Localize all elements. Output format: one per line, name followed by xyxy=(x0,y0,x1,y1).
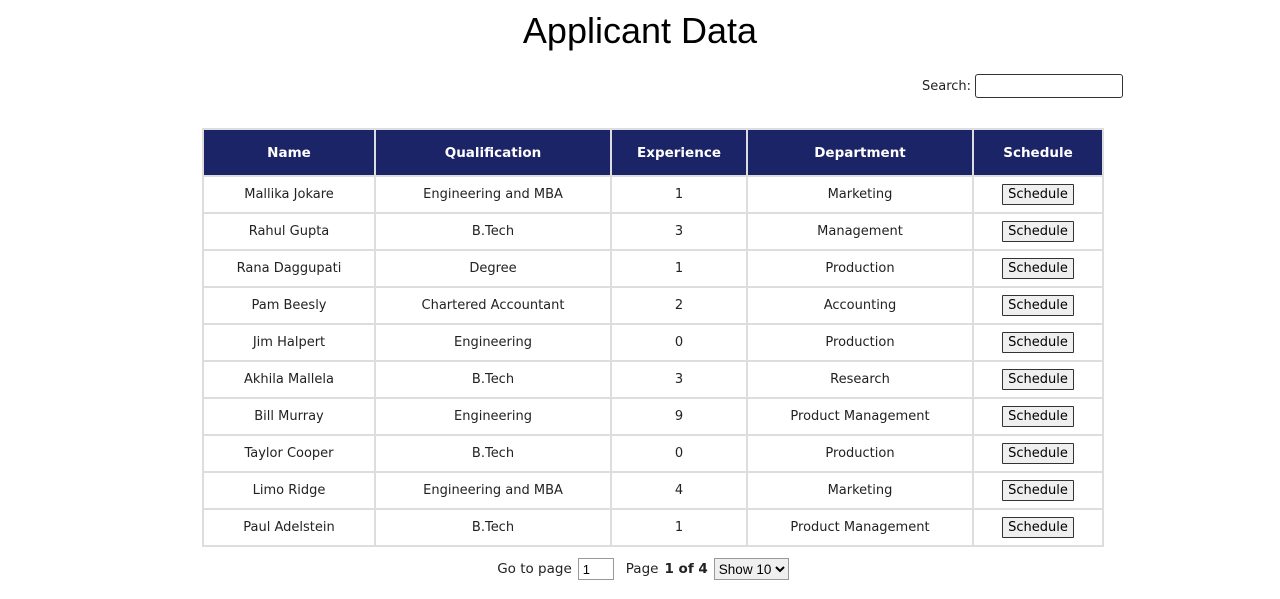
cell-department: Marketing xyxy=(747,176,973,213)
cell-schedule xyxy=(973,361,1103,398)
cell-experience: 0 xyxy=(611,324,747,361)
cell-experience: 3 xyxy=(611,361,747,398)
cell-schedule xyxy=(973,509,1103,546)
cell-qualification: B.Tech xyxy=(375,435,611,472)
cell-department: Production xyxy=(747,250,973,287)
cell-qualification: B.Tech xyxy=(375,361,611,398)
table-row xyxy=(203,250,1103,287)
cell-department: Management xyxy=(747,213,973,250)
cell-experience: 0 xyxy=(611,435,747,472)
applicant-table xyxy=(202,128,1104,547)
search-box xyxy=(922,74,1123,98)
cell-schedule xyxy=(973,398,1103,435)
cell-experience: 3 xyxy=(611,213,747,250)
cell-name: Paul Adelstein xyxy=(203,509,375,546)
cell-qualification: Engineering and MBA xyxy=(375,176,611,213)
cell-name: Akhila Mallela xyxy=(203,361,375,398)
cell-schedule xyxy=(973,435,1103,472)
column-header-department: Department xyxy=(747,129,973,176)
cell-name: Mallika Jokare xyxy=(203,176,375,213)
page-label: Page xyxy=(625,561,659,577)
cell-department: Accounting xyxy=(747,287,973,324)
cell-schedule xyxy=(973,472,1103,509)
column-header-qualification: Qualification xyxy=(375,129,611,176)
cell-name: Rahul Gupta xyxy=(203,213,375,250)
cell-department: Production xyxy=(747,435,973,472)
cell-experience: 1 xyxy=(611,509,747,546)
schedule-button[interactable]: Schedule xyxy=(1002,517,1074,538)
cell-qualification: Engineering and MBA xyxy=(375,472,611,509)
goto-page-input[interactable] xyxy=(578,558,614,580)
cell-qualification: Chartered Accountant xyxy=(375,287,611,324)
cell-experience: 1 xyxy=(611,176,747,213)
cell-experience: 1 xyxy=(611,250,747,287)
cell-schedule xyxy=(973,287,1103,324)
table-row xyxy=(203,509,1103,546)
page-info: 1 of 4 xyxy=(664,561,708,577)
cell-qualification: B.Tech xyxy=(375,509,611,546)
cell-name: Jim Halpert xyxy=(203,324,375,361)
cell-qualification: Engineering xyxy=(375,398,611,435)
cell-schedule xyxy=(973,213,1103,250)
cell-name: Taylor Cooper xyxy=(203,435,375,472)
cell-qualification: B.Tech xyxy=(375,213,611,250)
cell-experience: 4 xyxy=(611,472,747,509)
cell-name: Bill Murray xyxy=(203,398,375,435)
column-header-experience: Experience xyxy=(611,129,747,176)
cell-schedule xyxy=(973,176,1103,213)
schedule-button[interactable]: Schedule xyxy=(1002,184,1074,205)
column-header-schedule: Schedule xyxy=(973,129,1103,176)
cell-name: Limo Ridge xyxy=(203,472,375,509)
search-input[interactable] xyxy=(975,74,1123,98)
schedule-button[interactable]: Schedule xyxy=(1002,221,1074,242)
schedule-button[interactable]: Schedule xyxy=(1002,369,1074,390)
table-row xyxy=(203,213,1103,250)
column-header-name: Name xyxy=(203,129,375,176)
search-label: Search: xyxy=(922,78,972,94)
goto-page-label: Go to page xyxy=(497,561,572,577)
schedule-button[interactable]: Schedule xyxy=(1002,295,1074,316)
table-row xyxy=(203,435,1103,472)
cell-name: Rana Daggupati xyxy=(203,250,375,287)
page-size-select[interactable] xyxy=(714,558,789,580)
schedule-button[interactable]: Schedule xyxy=(1002,480,1074,501)
cell-qualification: Engineering xyxy=(375,324,611,361)
schedule-button[interactable]: Schedule xyxy=(1002,443,1074,464)
cell-department: Research xyxy=(747,361,973,398)
cell-qualification: Degree xyxy=(375,250,611,287)
table-row xyxy=(203,324,1103,361)
table-row xyxy=(203,176,1103,213)
table-row xyxy=(203,361,1103,398)
schedule-button[interactable]: Schedule xyxy=(1002,258,1074,279)
cell-schedule xyxy=(973,324,1103,361)
schedule-button[interactable]: Schedule xyxy=(1002,406,1074,427)
page-title: Applicant Data xyxy=(522,10,758,51)
pagination xyxy=(0,558,1280,580)
cell-department: Product Management xyxy=(747,398,973,435)
table-row xyxy=(203,398,1103,435)
table-row xyxy=(203,472,1103,509)
schedule-button[interactable]: Schedule xyxy=(1002,332,1074,353)
cell-name: Pam Beesly xyxy=(203,287,375,324)
cell-department: Production xyxy=(747,324,973,361)
cell-schedule xyxy=(973,250,1103,287)
cell-experience: 9 xyxy=(611,398,747,435)
cell-department: Marketing xyxy=(747,472,973,509)
cell-experience: 2 xyxy=(611,287,747,324)
cell-department: Product Management xyxy=(747,509,973,546)
table-row xyxy=(203,287,1103,324)
